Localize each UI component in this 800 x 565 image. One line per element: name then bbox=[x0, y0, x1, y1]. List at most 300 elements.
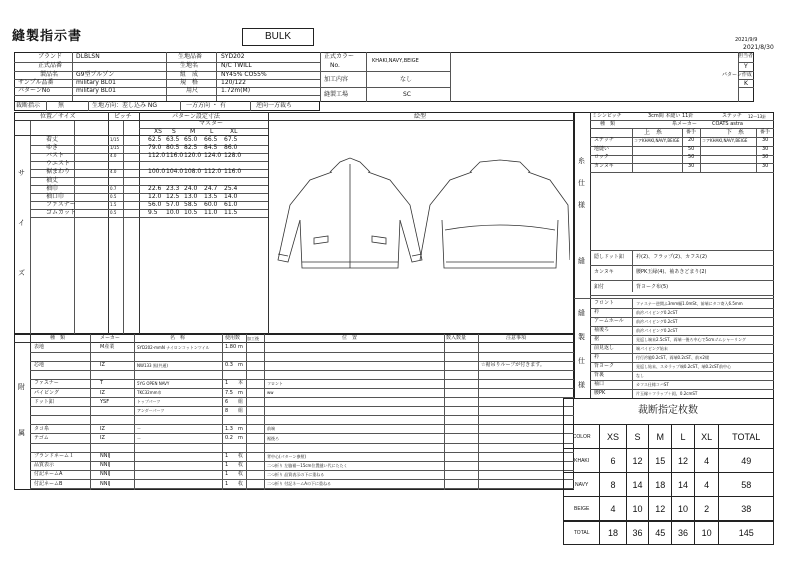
pattern-value: military BL01 bbox=[76, 87, 116, 94]
fz-maker: NNIJ bbox=[100, 480, 111, 487]
cut-header-cell: XS bbox=[600, 425, 626, 449]
mid-row-line bbox=[590, 280, 774, 281]
kiji-mei-value: N/C TWILL bbox=[221, 62, 252, 69]
cut-value-cell: 145 bbox=[719, 521, 774, 545]
fz-kind: 付記ネームA bbox=[34, 471, 63, 478]
spec-row-key: 背裏 bbox=[594, 372, 605, 378]
size-cell: 11.0 bbox=[204, 208, 218, 216]
fz-h-qty: 数入数量 bbox=[446, 335, 467, 341]
fuzoku-side-1: 附 bbox=[18, 383, 25, 391]
fz-pos: 前端 bbox=[267, 426, 275, 432]
thread-ban2: 30 bbox=[762, 162, 769, 169]
size-cell: 120.0 bbox=[184, 152, 202, 160]
fz-unit: m bbox=[238, 362, 243, 369]
size-cell: 57.0 bbox=[166, 200, 180, 208]
yojaku-value: 1.72m(M) bbox=[221, 87, 251, 94]
fz-use: 1 bbox=[225, 380, 229, 387]
spec-side-2: 製 bbox=[578, 333, 585, 341]
jacket-sketch bbox=[270, 150, 570, 280]
size-side-3: ズ bbox=[18, 269, 25, 277]
size-row-pitch: 0.5 bbox=[110, 209, 117, 215]
fz-pos: 二つ折り 品質表示の下に重ねる bbox=[267, 471, 325, 477]
spec-row-line bbox=[590, 389, 774, 390]
size-head-L: L bbox=[210, 128, 214, 135]
color-values: KHAKI,NAVY,BEIGE bbox=[372, 58, 419, 64]
spec-row-val: 片玉縁＋フラップ＋釦、0.2cmST bbox=[636, 390, 698, 396]
cut-row bbox=[564, 497, 774, 521]
kako-value: なし bbox=[400, 76, 413, 83]
kikaku-label: 規 格 bbox=[180, 79, 199, 86]
size-head-left: 位置／サイズ bbox=[40, 113, 76, 120]
size-cell: 67.5 bbox=[224, 136, 238, 143]
tanto-label: 担当者 bbox=[738, 53, 754, 59]
thread-side-1: 糸 bbox=[578, 157, 585, 165]
fz-h-pos: 位 置 bbox=[342, 335, 358, 341]
cut-value-cell: 10 bbox=[694, 521, 719, 545]
cut-header-cell: XL bbox=[694, 425, 719, 449]
fz-kind: 品質表示 bbox=[34, 462, 55, 469]
cut-value-cell: 10 bbox=[672, 497, 695, 521]
sample-label: サンプル品番 bbox=[18, 79, 54, 86]
mishin-value: 3cm間 本縫い 11針 bbox=[648, 113, 694, 119]
factory-value: SC bbox=[403, 91, 411, 98]
fz-row-line bbox=[30, 470, 574, 471]
fz-kind: ブランドネーム１ bbox=[34, 453, 74, 460]
fz-name: TKC32mm巾 bbox=[137, 390, 162, 395]
size-cell: 24.7 bbox=[204, 184, 218, 192]
spec-row-line bbox=[590, 380, 774, 381]
thread-ban1: 20 bbox=[688, 137, 695, 143]
size-row-name: 袖巾 bbox=[46, 184, 59, 192]
spec-row-key: 袖口 bbox=[594, 381, 605, 387]
mishin-label: ミシンピッチ bbox=[592, 113, 622, 119]
spec-row-val: 前衿パイピング0.2cST bbox=[636, 309, 678, 315]
cut-table bbox=[563, 424, 774, 545]
fz-row-line bbox=[30, 433, 574, 434]
fz-maker: IZ bbox=[100, 362, 105, 369]
fz-h-maker: メーカー bbox=[100, 335, 120, 341]
cut-value-cell: 6 bbox=[600, 449, 626, 473]
size-cell: 104.0 bbox=[166, 168, 184, 176]
mid-row-key: カンヌキ bbox=[594, 269, 614, 275]
cut-header-cell: COLOR bbox=[564, 425, 600, 449]
size-cell: 79.0 bbox=[148, 144, 162, 152]
fz-unit: 組 bbox=[238, 407, 244, 414]
size-row-name: ゆき bbox=[46, 144, 59, 152]
fz-pos: 二つ折り 左脇裾〜15cm位置縫い代にたたく bbox=[267, 462, 348, 468]
size-cell: 108.0 bbox=[184, 168, 202, 176]
ito-label: 糸メーカー bbox=[672, 121, 697, 127]
size-cell: 80.5 bbox=[166, 144, 180, 152]
size-cell: 13.0 bbox=[184, 192, 198, 200]
fz-name: アンダーパーツ bbox=[137, 408, 165, 414]
size-cell: 128.0 bbox=[224, 152, 242, 160]
fz-unit: 枚 bbox=[238, 453, 244, 460]
kiji-direction: 生地方向：差し込み NG bbox=[92, 102, 158, 109]
sketch-label: 絵型 bbox=[414, 113, 427, 120]
thread-bottom: コアKHAKI,NAVY,BEIGE bbox=[702, 138, 748, 143]
size-cell: 100.0 bbox=[148, 168, 166, 176]
spec-row-key: 裾 bbox=[594, 336, 600, 342]
thread-side-3: 様 bbox=[578, 201, 585, 209]
cut-color-cell: NAVY bbox=[564, 473, 600, 497]
spec-row-key: アームホール bbox=[594, 318, 624, 324]
fz-use: 0.3 bbox=[225, 362, 233, 369]
fz-maker: NNIJ bbox=[100, 462, 111, 469]
spec-row-val: 見返し端末2.5cST、両端一後ろ中心で5cmゴムシャーリング bbox=[636, 336, 747, 342]
bottom-thread-label: 下 糸 bbox=[726, 129, 745, 136]
size-side-2: イ bbox=[18, 219, 25, 227]
seihin-label: 製品名 bbox=[40, 71, 59, 78]
thread-ban2: 30 bbox=[762, 154, 769, 160]
cut-row bbox=[564, 521, 774, 545]
fz-h-name: 名 称 bbox=[170, 335, 186, 341]
fz-name: 5YG OPEN NAVY bbox=[137, 380, 170, 386]
cut-header-cell: M bbox=[649, 425, 672, 449]
fz-use: 1 bbox=[225, 480, 229, 487]
ito-value: COATS astra bbox=[712, 121, 743, 127]
spec-row-line bbox=[590, 353, 774, 354]
fz-pos: ww bbox=[267, 390, 274, 395]
size-cell: 63.5 bbox=[166, 136, 180, 143]
size-cell: 56.0 bbox=[148, 200, 162, 208]
size-row-pitch: 4.0 bbox=[110, 153, 117, 159]
size-cell: 61.0 bbox=[224, 200, 238, 208]
cut-value-cell: 12 bbox=[626, 449, 649, 473]
size-cell: 9.5 bbox=[148, 208, 158, 216]
size-cell: 12.5 bbox=[166, 192, 180, 200]
thread-ban1: 30 bbox=[688, 162, 695, 169]
fz-row-line bbox=[30, 352, 574, 353]
kiji-mei-label: 生地名 bbox=[180, 62, 199, 69]
spec-row-line bbox=[590, 326, 774, 327]
stitch-note: 12～13針 bbox=[748, 114, 767, 119]
spec-row-key: 袖後ろ bbox=[594, 327, 610, 333]
fz-row-line bbox=[30, 461, 574, 462]
spec-row-key: 衿 bbox=[594, 354, 600, 360]
stitch-label: ステッチ bbox=[722, 113, 742, 119]
fz-row-line bbox=[30, 443, 574, 444]
spec-row-line bbox=[590, 344, 774, 345]
cut-value-cell: 12 bbox=[649, 497, 672, 521]
fz-unit: 枚 bbox=[238, 480, 244, 487]
sample-value: military BL01 bbox=[76, 79, 116, 86]
size-side-1: サ bbox=[18, 169, 25, 177]
fz-kind: タコ糸 bbox=[34, 425, 50, 432]
fz-kind: 表地 bbox=[34, 344, 45, 350]
size-cell: 124.0 bbox=[204, 152, 222, 160]
ban-label-2: 番手 bbox=[760, 129, 771, 135]
date-old: 2021/9/9 bbox=[735, 37, 758, 43]
cut-row bbox=[564, 473, 774, 497]
cut-color-cell: KHAKI bbox=[564, 449, 600, 473]
cut-value-cell: 4 bbox=[694, 473, 719, 497]
cut-header-cell: L bbox=[672, 425, 695, 449]
bulk-label: BULK bbox=[242, 28, 314, 46]
color-label: 正式カラー bbox=[324, 53, 355, 60]
brand-label: ブランド bbox=[38, 53, 63, 60]
fz-use: 6 bbox=[225, 398, 229, 405]
cut-header-row bbox=[564, 425, 774, 449]
spec-row-val: ファスナー逆開ふ3mm幅1.0mSt、前端にタコ寄入6.5mm bbox=[636, 300, 743, 306]
seishiki-label: 正式品番 bbox=[38, 62, 63, 69]
size-row-pitch: 4.0 bbox=[110, 169, 117, 175]
size-cell: 116.0 bbox=[224, 168, 242, 176]
fz-unit: m bbox=[238, 435, 243, 441]
cut-value-cell: 4 bbox=[600, 497, 626, 521]
cut-value-cell: 49 bbox=[719, 449, 774, 473]
cut-row bbox=[564, 449, 774, 473]
size-cell: 66.5 bbox=[204, 136, 218, 143]
spec-row-line bbox=[590, 308, 774, 309]
size-cell: 62.5 bbox=[148, 136, 162, 143]
fz-unit: 本 bbox=[238, 380, 244, 387]
cut-color-cell: BEIGE bbox=[564, 497, 600, 521]
spec-row-val: 前衿パイピング0.2cST bbox=[636, 327, 678, 333]
fz-h-use: 使用数 bbox=[225, 335, 241, 341]
kikaku-value: 120/122 bbox=[221, 79, 246, 86]
top-thread-label: 上 糸 bbox=[644, 129, 663, 136]
cut-header-cell: TOTAL bbox=[719, 425, 774, 449]
size-row-name: 袖口巾 bbox=[46, 192, 65, 200]
fz-kind: パイピング bbox=[34, 389, 59, 396]
size-head-XS: XS bbox=[154, 128, 162, 135]
size-cell: 13.5 bbox=[204, 192, 218, 200]
fz-use: 1 bbox=[225, 471, 229, 478]
factory-label: 縫製工場 bbox=[324, 91, 349, 98]
size-cell: 12.0 bbox=[148, 192, 162, 200]
thread-kind: 地縫い bbox=[594, 145, 610, 152]
fz-maker: T bbox=[100, 380, 104, 387]
thread-top: コアKHAKI,NAVY,BEIGE bbox=[634, 138, 680, 143]
size-cell: 58.5 bbox=[184, 200, 198, 208]
thread-ban1: 50 bbox=[688, 154, 695, 160]
cut-value-cell: 58 bbox=[719, 473, 774, 497]
pattern-sizes-head: パターン設定寸法 bbox=[172, 113, 220, 120]
cut-value-cell: 8 bbox=[600, 473, 626, 497]
fz-row-line bbox=[30, 424, 574, 425]
fz-maker: IZ bbox=[100, 425, 105, 432]
fz-unit: m bbox=[238, 344, 243, 350]
mid-row-val: 背ヨーク布(5) bbox=[636, 284, 669, 290]
thread-ban1: 50 bbox=[688, 145, 695, 152]
thread-side-2: 仕 bbox=[578, 179, 585, 187]
cut-table-title: 裁断指定枚数 bbox=[638, 405, 698, 416]
fz-pos: 裾後ろ bbox=[267, 435, 279, 441]
spec-row-val: なし bbox=[636, 372, 644, 378]
spec-row-key: 衿 bbox=[594, 309, 600, 315]
cut-header-cell: S bbox=[626, 425, 649, 449]
kiji-hinban-value: SYD202 bbox=[221, 53, 245, 60]
mid-side-1: 縫 bbox=[578, 257, 585, 265]
size-row-name: 袖丈 bbox=[46, 176, 59, 184]
size-cell: 112.0 bbox=[148, 152, 166, 160]
doc-title: 縫製指示書 bbox=[12, 29, 83, 44]
fz-h-kind: 種 類 bbox=[50, 335, 66, 341]
cut-value-cell: 10 bbox=[626, 497, 649, 521]
size-row-pitch: 1/15 bbox=[110, 137, 119, 142]
fz-row-line bbox=[30, 415, 574, 416]
pitch-head: ピッチ bbox=[114, 113, 132, 120]
spec-row-val: 端パイピング始末 bbox=[636, 345, 668, 351]
fz-row-line bbox=[30, 406, 574, 407]
cut-color-cell: TOTAL bbox=[564, 521, 600, 545]
spec-row-key: 腰PK bbox=[594, 390, 606, 396]
cut-value-cell: 2 bbox=[694, 497, 719, 521]
size-row-pitch: 1/15 bbox=[110, 145, 119, 151]
fz-kind: ドット釦 bbox=[34, 398, 54, 405]
size-cell: 10.5 bbox=[184, 208, 198, 216]
brand-value: DLBLSN bbox=[76, 53, 100, 60]
size-row-name: ファスナー bbox=[46, 200, 76, 208]
fz-use: 8 bbox=[225, 407, 229, 414]
mid-row-line bbox=[590, 265, 774, 266]
spec-row-val: 付行衿脇0.2cST、両端0.2cST、前×2綴 bbox=[636, 354, 709, 360]
fz-row-line bbox=[30, 397, 574, 398]
fz-row-line bbox=[30, 479, 574, 480]
size-row-pitch: 1.5 bbox=[110, 201, 117, 207]
ippou-label: 一方方向 ・ 有 bbox=[186, 102, 226, 109]
fz-pos: 二つ折り 付記ネームAの下に重ねる bbox=[267, 481, 332, 486]
cut-value-cell: 38 bbox=[719, 497, 774, 521]
cut-value-cell: 14 bbox=[626, 473, 649, 497]
size-cell: 60.0 bbox=[204, 200, 218, 208]
size-row-line bbox=[30, 217, 268, 218]
date-new: 2021/8/30 bbox=[743, 44, 774, 51]
size-cell: 24.0 bbox=[184, 184, 198, 192]
fz-h-kako: 加工後 bbox=[247, 336, 259, 341]
cut-value-cell: 45 bbox=[649, 521, 672, 545]
spec-row-line bbox=[590, 362, 774, 363]
kako-label: 加工内容 bbox=[324, 76, 349, 83]
mid-row-key: 隠しドット釦 bbox=[594, 254, 624, 260]
fz-note: ☆裾吊りループが付きます。 bbox=[481, 362, 545, 369]
spec-row-val: 見返し始末、スカラップ端0.2cST、端0.2cST前中心 bbox=[636, 363, 732, 369]
fz-maker: IZ bbox=[100, 389, 105, 396]
fz-pos: 背中心(パターン参照) bbox=[267, 453, 307, 459]
spec-side-4: 様 bbox=[578, 381, 585, 389]
fz-name: ー bbox=[137, 426, 141, 432]
fz-kind: ファスナー bbox=[34, 380, 59, 387]
cut-value-cell: 4 bbox=[694, 449, 719, 473]
size-cell: 11.5 bbox=[224, 208, 238, 216]
fz-use: 0.2 bbox=[225, 435, 233, 441]
ippou2-label: 逆向一方裁ち bbox=[256, 102, 293, 109]
cut-value-cell: 36 bbox=[672, 521, 695, 545]
fz-row-line bbox=[30, 488, 574, 489]
size-cell: 25.4 bbox=[224, 184, 238, 192]
sosei-label: 組 成 bbox=[180, 71, 199, 78]
fz-h-note: 注意事項 bbox=[506, 335, 527, 341]
size-cell: 82.5 bbox=[184, 144, 198, 152]
size-cell: 112.0 bbox=[204, 168, 222, 176]
spec-row-key: 前見返し bbox=[594, 345, 615, 351]
spec-row-key: フロント bbox=[594, 300, 615, 306]
cut-value-cell: 18 bbox=[600, 521, 626, 545]
fz-kind: 付記ネームB bbox=[34, 480, 63, 487]
fz-kind: 芯地 bbox=[34, 362, 45, 369]
fz-use: 7.5 bbox=[225, 389, 233, 396]
cut-value-cell: 12 bbox=[672, 449, 695, 473]
tanto-value: Y bbox=[744, 63, 748, 70]
sosei-value: NY45% CO55% bbox=[221, 71, 267, 78]
size-head-XL: XL bbox=[230, 128, 238, 135]
pattern-maker-label: パターン作成 bbox=[722, 72, 752, 78]
spec-row-line bbox=[590, 335, 774, 336]
fz-name: ー bbox=[137, 435, 141, 441]
spec-row-line bbox=[590, 371, 774, 372]
thread-ban2: 30 bbox=[762, 137, 769, 143]
yojaku-label: 用尺 bbox=[186, 87, 199, 94]
fz-unit: 枚 bbox=[238, 462, 244, 469]
pattern-label: パターンNo bbox=[18, 87, 51, 94]
size-cell: 14.0 bbox=[224, 192, 238, 200]
size-cell: 10.0 bbox=[166, 208, 180, 216]
fz-name: SYD202-mmN ナイロンコットンツイル bbox=[137, 344, 210, 350]
pattern-maker-value: K bbox=[744, 80, 748, 87]
fz-use: 1.80 bbox=[225, 344, 237, 350]
size-row-pitch: 0.7 bbox=[110, 185, 117, 191]
size-cell: 116.0 bbox=[166, 152, 184, 160]
size-row-name: ウエスト bbox=[46, 160, 71, 168]
fz-row-line bbox=[30, 452, 574, 453]
mid-row-key: 釦付 bbox=[594, 284, 605, 290]
seihin-value: G9型ブルゾン bbox=[76, 71, 115, 78]
fz-pos: フロント bbox=[267, 380, 283, 386]
kiji-hinban-label: 生地品番 bbox=[178, 53, 203, 60]
fz-maker: NNIJ bbox=[100, 453, 111, 460]
mid-row-val: 腰PK玉縁(4)、袖あきどまり(2) bbox=[636, 269, 707, 275]
size-head-S: S bbox=[172, 128, 176, 135]
size-head-M: M bbox=[190, 128, 196, 135]
size-cell: 22.6 bbox=[148, 184, 162, 192]
fz-unit: m bbox=[238, 389, 243, 396]
size-row-pitch: 0.5 bbox=[110, 193, 117, 199]
fz-name: NW133 黒(共通) bbox=[137, 362, 168, 368]
size-cell: 65.0 bbox=[184, 136, 198, 143]
mid-row-line bbox=[590, 295, 774, 296]
spec-side-1: 縫 bbox=[578, 309, 585, 317]
spec-row-val: 前衿パイピング0.2cST bbox=[636, 318, 678, 324]
cutting-val: 無 bbox=[58, 102, 65, 109]
thread-kind: ロック bbox=[594, 154, 609, 160]
fz-use: 1 bbox=[225, 453, 229, 460]
fz-row-line bbox=[30, 379, 574, 380]
size-row-name: 着丈 bbox=[46, 136, 59, 143]
fz-maker: M産業 bbox=[100, 344, 115, 350]
fz-use: 1.3 bbox=[225, 425, 233, 432]
cutting-label: 裁断指示 bbox=[16, 102, 41, 109]
fz-unit: 枚 bbox=[238, 471, 244, 478]
cut-value-cell: 15 bbox=[649, 449, 672, 473]
size-cell: 86.0 bbox=[224, 144, 238, 152]
size-row-name: ゴムカット bbox=[46, 208, 76, 216]
fz-name: トップパーツ bbox=[137, 399, 161, 405]
fuzoku-side-2: 属 bbox=[18, 429, 25, 437]
fz-kind: テゴム bbox=[34, 435, 49, 441]
spec-row-key: 背ヨーク bbox=[594, 363, 615, 369]
fz-unit: 組 bbox=[238, 398, 244, 405]
size-row-name: 裾まわり bbox=[46, 168, 71, 176]
kind-label: 種 類 bbox=[600, 121, 616, 127]
size-cell: 84.5 bbox=[204, 144, 218, 152]
cut-value-cell: 36 bbox=[626, 521, 649, 545]
size-row-name: バスト bbox=[46, 152, 65, 160]
spec-side-3: 仕 bbox=[578, 357, 585, 365]
cut-value-cell: 14 bbox=[672, 473, 695, 497]
thread-ban2: 30 bbox=[762, 145, 769, 152]
ban-label-1: 番手 bbox=[686, 129, 697, 135]
